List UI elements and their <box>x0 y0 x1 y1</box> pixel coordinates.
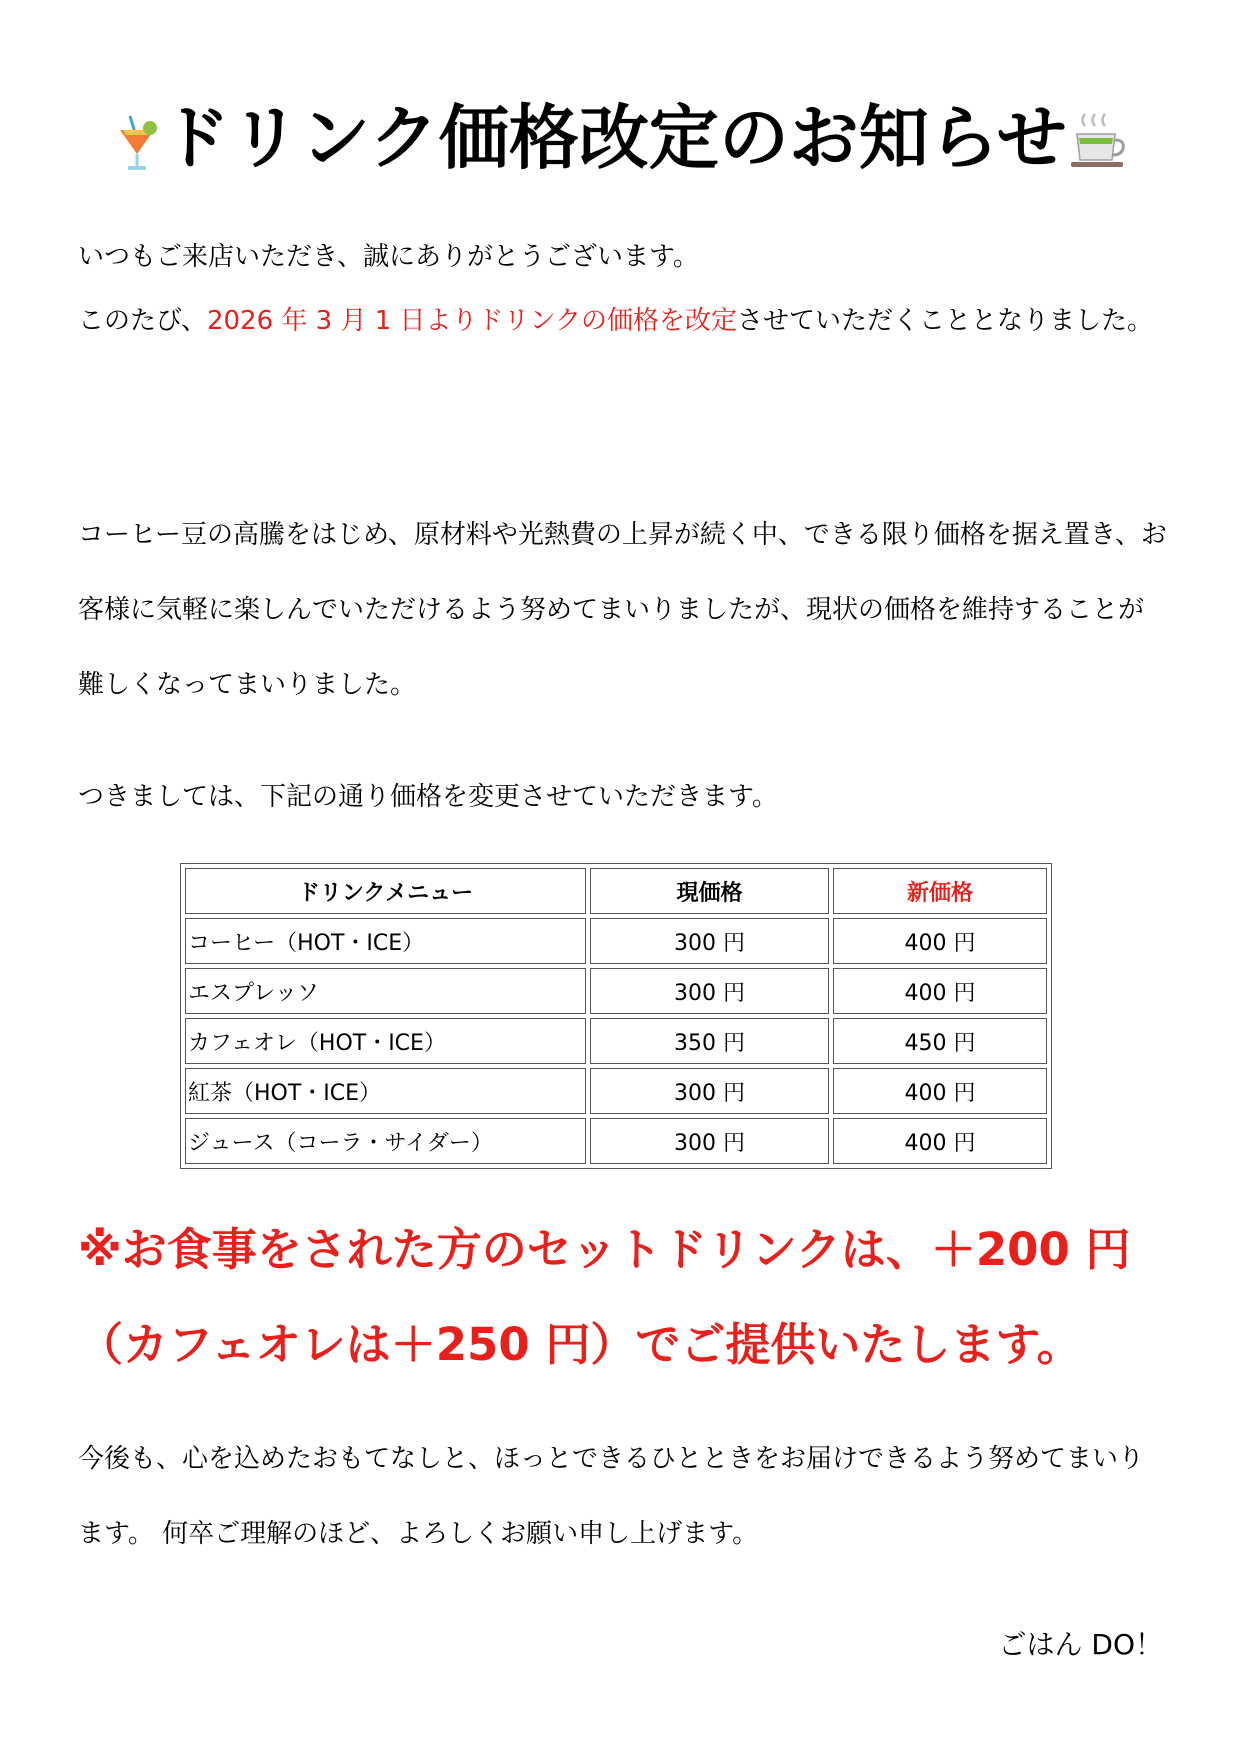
new-price: 400 円 <box>833 1068 1047 1114</box>
new-price: 400 円 <box>833 1118 1047 1164</box>
price-table-header-row <box>185 868 1047 914</box>
new-price: 400 円 <box>833 918 1047 964</box>
table-row <box>185 1118 1047 1164</box>
announcement-text <box>78 284 1168 359</box>
hot-tea-icon <box>1067 112 1127 174</box>
current-price: 350 円 <box>590 1018 829 1064</box>
set-drink-notice: ※お食事をされた方のセットドリンクは、＋200 円（カフェオレは＋250 円）でご提供いたします。 <box>78 1223 1131 1371</box>
announcement-highlight: 2026 年 3 月 1 日よりドリンクの価格を改定 <box>206 306 738 336</box>
signature: ごはん DO！ <box>998 1628 1163 1661</box>
price-table <box>180 863 1052 1169</box>
header-current-price: 現価格 <box>590 868 829 914</box>
current-price: 300 円 <box>590 1068 829 1114</box>
page-title-text: ドリンク価格改定のお知らせ <box>160 97 1067 179</box>
table-row <box>185 918 1047 964</box>
closing-text: 今後も、心を込めたおもてなしと、ほっとできるひとときをお届けできるよう努めてまいります。 何卒ご理解のほど、よろしくお願い申し上げます。 <box>78 1444 1145 1549</box>
drink-name: ジュース（コーラ・サイダー） <box>185 1118 586 1164</box>
tropical-drink-icon <box>114 112 160 174</box>
reason-text: コーヒー豆の高騰をはじめ、原材料や光熱費の上昇が続く中、できる限り価格を据え置き、お客様に気軽に楽しんでいただけるよう努めてまいりましたが、現状の価格を維持することが難しくなってまいりました。 <box>78 520 1167 700</box>
announcement-after: させていただくこととなりました。 <box>737 306 1154 336</box>
header-new-price: 新価格 <box>833 868 1047 914</box>
table-row <box>185 968 1047 1014</box>
header-drink-menu: ドリンクメニュー <box>185 868 586 914</box>
lead-in-text: つきましては、下記の通り価格を変更させていただきます。 <box>78 782 778 812</box>
new-price: 400 円 <box>833 968 1047 1014</box>
current-price: 300 円 <box>590 1118 829 1164</box>
new-price: 450 円 <box>833 1018 1047 1064</box>
table-row <box>185 1018 1047 1064</box>
current-price: 300 円 <box>590 968 829 1014</box>
announcement-before: このたび、 <box>78 306 207 336</box>
greeting-text: いつもご来店いただき、誠にありがとうございます。 <box>78 242 699 272</box>
table-row <box>185 1068 1047 1114</box>
drink-name: コーヒー（HOT・ICE） <box>185 918 586 964</box>
drink-name: 紅茶（HOT・ICE） <box>185 1068 586 1114</box>
drink-name: カフェオレ（HOT・ICE） <box>185 1018 586 1064</box>
page-title <box>0 88 1241 188</box>
current-price: 300 円 <box>590 918 829 964</box>
drink-name: エスプレッソ <box>185 968 586 1014</box>
